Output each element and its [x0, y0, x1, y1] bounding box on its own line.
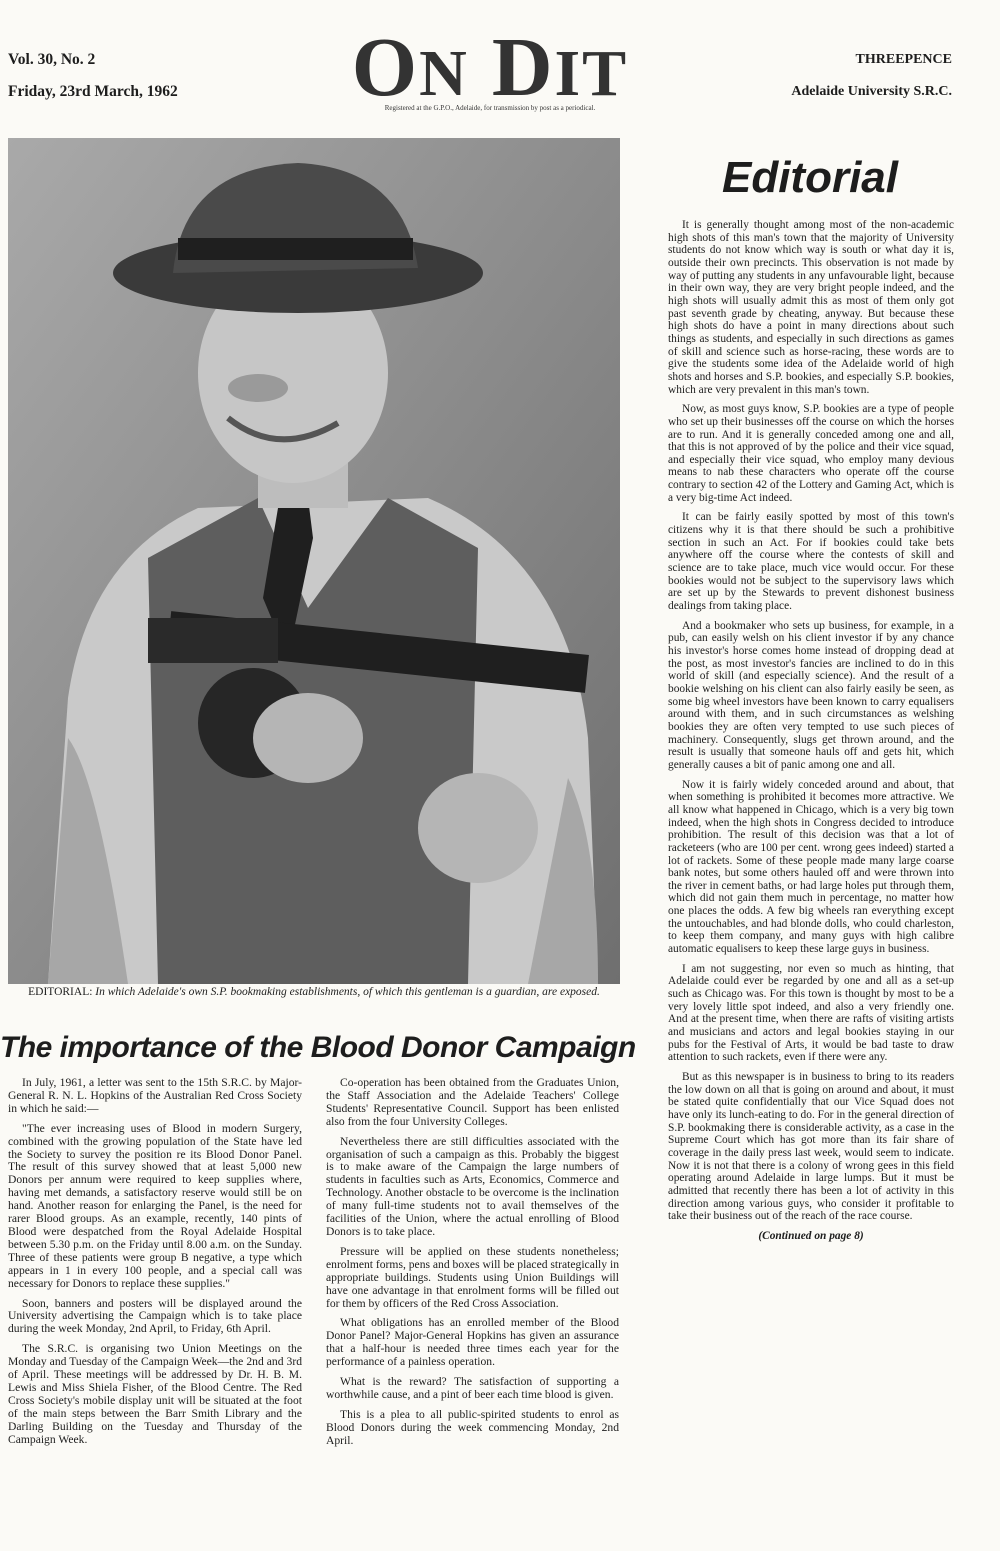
paragraph: But as this newspaper is in business to bring to its readers the low down on all that is going on around and about, it must be stated quite confidentially that our Vice Squad does not have only its lunch-eating to do. For in the general direction of S.P. bookmaking there is considerable activity, as a case in the Supreme Court which has got more than its fair share of coverage in the daily press last week, would seem to indicate. Now it is not that there is a colony of wrong gees in this field operating around Adelaide in large lumps. But it must be admitted that recently there has been a lot of activity in this direction among various guys, who consider it profitable to take their business out of the reach of the race course.: [668, 1071, 954, 1223]
paragraph: This is a plea to all public-spirited students to enrol as Blood Donors during the week commencing Monday, 2nd April.: [326, 1407, 619, 1447]
caption-text: In which Adelaide's own S.P. bookmaking establishments, of which this gentleman is a guardian, are exposed.: [95, 986, 600, 998]
logo-letter-d: D: [491, 21, 555, 114]
paragraph: In July, 1961, a letter was sent to the 15th S.R.C. by Major-General R. N. L. Hopkins of the Australian Red Cross Society in which he said:—: [8, 1076, 302, 1115]
editorial-column: [668, 219, 954, 1243]
paragraph: Co-operation has been obtained from the Graduates Union, the Staff Association and the Adelaide Teachers' College Students' Representative Council. Support has been enlisted also from the four University Colleges.: [326, 1076, 619, 1128]
paragraph: Nevertheless there are still difficulties associated with the organisation of such a campaign as this. Probably the biggest is to make aware of the Campaign the large numbers of students in faculties such as Arts, Economics, Commerce and Technology. Another obstacle to be overcome is the inclination of many full-time students not to avail themselves of the facilities of the Union, where the actual enrolling of Blood Donors is to take place.: [326, 1134, 619, 1238]
price: THREEPENCE: [855, 52, 952, 67]
paragraph: "The ever increasing uses of Blood in modern Surgery, combined with the growing population of the State have led the Society to survey the position re its Blood Donor Panel. The result of this survey showed that at least 5,000 new Donors per annum were required to keep supplies where, having met demands, a satisfactory reserve would still be on hand. Another reason for enlarging the Panel, is the need for rarer Blood groups. As an example, recently, 140 pints of Blood were despatched from the Royal Adelaide Hospital between 5.30 p.m. on the Friday until 8.00 a.m. on the Sunday. Three of these patients were group B negative, a type which appears in 1 in every 100 people, and a special call was necessary for Donors to replace these supplies.": [8, 1121, 302, 1290]
paragraph: I am not suggesting, nor even so much as hinting, that Adelaide could ever be regarded by one and all as a set-up such as Chicago was. For this town is thought by most to be a very lovely little spot indeed, and also a very friendly one. And at the present time, when there are rafts of visiting artists and musicians and actors and legal bookies staying in our pubs for the Festival of Arts, it would be bad taste to draw attention to such rackets, even if there were any.: [668, 962, 954, 1064]
registration-note: Registered at the G.P.O., Adelaide, for transmission by post as a periodical.: [384, 104, 596, 112]
photo-illustration: [8, 138, 620, 984]
logo-letter-o: O: [351, 21, 420, 114]
blood-donor-column-1: [8, 1077, 302, 1453]
paragraph: It is generally thought among most of the non-academic high shots of this man's town that the majority of University students do not know which way is south or what day it is, outside their own precincts. This observation is not made by way of putting any students in any unfavourable light, because in their own way, they are very bright people indeed, and the high shots will usually admit this as most of them only got past seventh grade by cheating, anyway. But because these high shots do have a point in many directions about such things as students, and especially in such directions as games of skill and science such as horse-racing, these words are to give the students some idea of the Adelaide world of high shots and horses and S.P. bookies, and especially S.P. bookies, which are very prevalent in this man's town.: [668, 219, 954, 396]
paragraph: What obligations has an enrolled member of the Blood Donor Panel? Major-General Hopkins has given an assurance that a half-hour is needed three times each year for the performance of a painless operation.: [326, 1316, 619, 1369]
paragraph: Soon, banners and posters will be displayed around the University advertising the Campaign which is to take place during the week Monday, 2nd April, to Friday, 6th April.: [8, 1296, 302, 1336]
gangster-with-tommy-gun-photo: [8, 138, 620, 984]
continued-note: (Continued on page 8): [758, 1229, 864, 1242]
caption-label: EDITORIAL:: [28, 986, 93, 998]
masthead-right: [791, 44, 952, 108]
logo-letter-n: N: [419, 37, 469, 110]
paragraph: Now it is fairly widely conceded around and about, that when something is prohibited it becomes more attractive. We all know what happened in Chicago, which is a very big town indeed, when the high shots in Congress decided to introduce prohibition. The result of this decision was that a lot of racketeers (who are 100 per cent. wrong gees indeed) started a lot of rackets. Some of these people made many large coarse bank notes, but some others hauled off and were thrown into the river in cement baths, or had large holes put through them, which did not gain them much in percentage, no matter how one places the odds. A few big wheels ran everything except the untouchables, and had blonde dolls, who could charleston, to keep them company, and many guys with high calibre automatic equalisers to keep these large guys in business.: [668, 778, 954, 956]
publisher: Adelaide University S.R.C.: [791, 84, 952, 99]
blood-donor-column-2: [326, 1077, 619, 1455]
logo-letters-it: IT: [554, 37, 629, 110]
paragraph: What is the reward? The satisfaction of supporting a worthwhile cause, and a pint of beer each time blood is given.: [326, 1375, 619, 1401]
newspaper-logo: [340, 21, 640, 116]
masthead-left: [8, 44, 178, 108]
paragraph: And a bookmaker who sets up business, for example, in a pub, can easily welsh on his client investor if by any chance his investor's horse comes home instead of dropping dead at the post, as most investor's fancies are inclined to do in this world of skill (and especially science). And the result of a bookie welshing on his client can also fairly easily be seen, as some big wheel investors have been known to carry equalisers around with them, and in such circumstances as welshing bookies they are often very tempted to use such pieces of machinery. Consequently, slugs get thrown around, and the result is usually that someone hauls off and gets hit, which generally causes a bit of panic among one and all.: [668, 619, 954, 771]
editorial-title: Editorial: [721, 153, 899, 202]
paragraph: It can be fairly easily spotted by most of this town's citizens why it is that there should be such a prohibitive section in such an Act. For if bookies could take bets anywhere off the course where the contests of skill and science are to take place, much vice would occur. For these bookies would not be subject to the supervisory laws which are set up by the Stewards to prevent dishonest business dealings from taking place.: [668, 511, 954, 613]
paragraph: Pressure will be applied on these students nonetheless; enrolment forms, pens and boxes will be placed strategically in appropriate buildings. Students using Union Buildings will have one advantage in that enrolment forms will be filled out for them by officers of the Red Cross Association.: [326, 1244, 619, 1310]
blood-donor-headline: The importance of the Blood Donor Campaign: [0, 1031, 636, 1064]
paragraph: Now, as most guys know, S.P. bookies are a type of people who set up their businesses off the course on which the horses are to run. And it is generally conceded among one and all, that this is not approved of by the police and their vice squad, and especially their vice squad, who employ many devious means to nab these characters who operate off the course contrary to section 42 of the Lottery and Gaming Act, which is a very big-time Act indeed.: [668, 403, 954, 504]
photo-caption: [8, 985, 620, 999]
issue-date: Friday, 23rd March, 1962: [8, 83, 178, 100]
volume-number: Vol. 30, No. 2: [8, 51, 96, 68]
paragraph: The S.R.C. is organising two Union Meetings on the Monday and Tuesday of the Campaign Week—the 2nd and 3rd of April. These meetings will be addressed by Dr. H. B. M. Lewis and Miss Shiela Fisher, of the Blood Centre. The Red Cross Society's mobile display unit will be situated at the foot of the main steps between the Barr Smith Library and the Darling Building on the Tuesday and Thursday of the Campaign Week.: [8, 1342, 302, 1446]
